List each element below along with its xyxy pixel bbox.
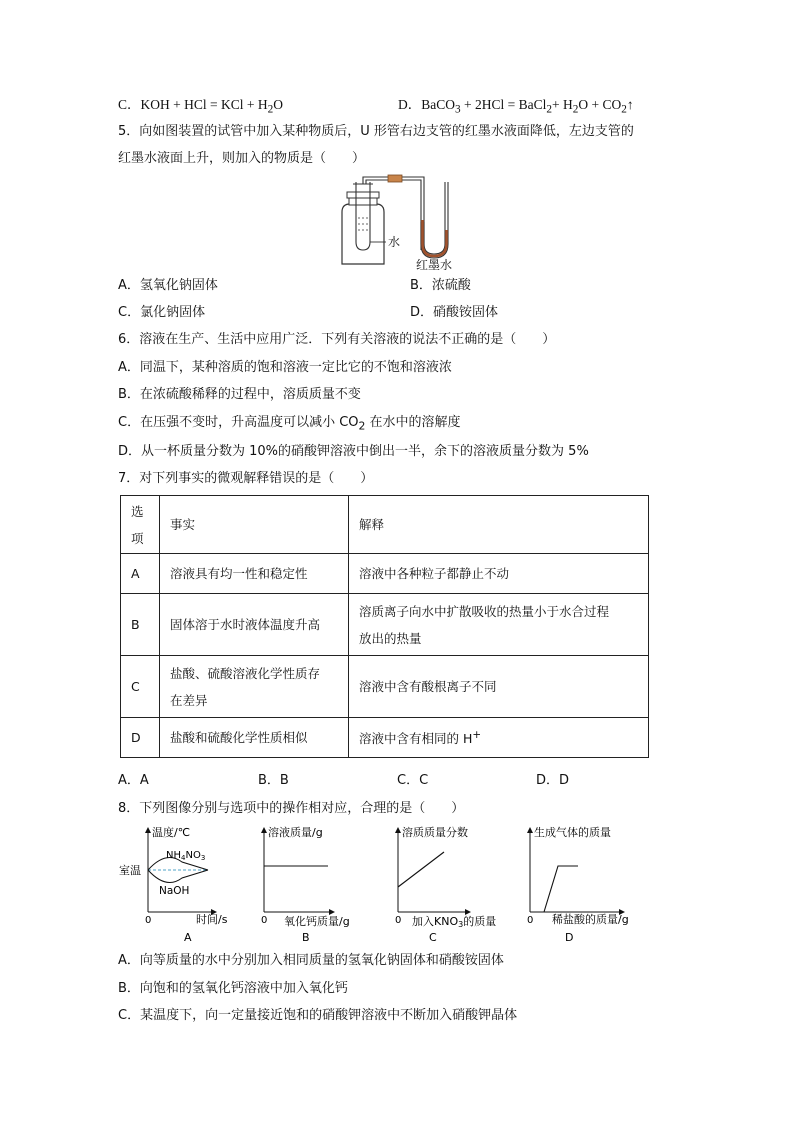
q7-stem: 7．对下列事实的微观解释错误的是（ ） [118,471,374,486]
q7-table [120,495,649,758]
q5-stem-line2: 红墨水液面上升，则加入的物质是（ ） [118,151,366,166]
q6-option-b: B．在浓硫酸稀释的过程中，溶质质量不变 [118,387,361,402]
row-explanation: 溶液中各种粒子都静止不动 [349,554,649,594]
q5-option-d: D．硝酸铵固体 [410,305,499,320]
q4-option-d: D．BaCO$_3$ + 2HCl = BaCl$_2$+ $H_2O$ + $CO_2↑$ [398,97,634,116]
q8-option-a: A．向等质量的水中分别加入相同质量的氢氧化钠固体和硝酸铵固体 [118,953,504,968]
graph-a-upper: $NH_4NO_3$ [166,850,206,862]
graph-c-xlabel: 加入KNO3的质量 [412,915,497,929]
graph-b-xlabel: 氧化钙质量/g [284,915,350,928]
graph-d-tag: D [565,931,574,944]
graph-a-lower: NaOH [159,885,190,897]
q6-option-d: D．从一杯质量分数为 10%的硝酸钾溶液中倒出一半，余下的溶液质量分数为 5% [118,444,589,459]
q8-option-c: C．某温度下，向一定量接近饱和的硝酸钾溶液中不断加入硝酸钾晶体 [118,1008,518,1023]
q5-option-a: A．氢氧化钠固体 [118,278,218,293]
q8-option-b: B．向饱和的氢氧化钙溶液中加入氧化钙 [118,981,348,996]
q7-option-c: C．C [397,773,429,788]
table-header-row [121,496,649,554]
header-explanation: 解释 [349,496,649,554]
row-explanation: 溶质离子向水中扩散吸收的热量小于水合过程 放出的热量 [349,594,649,656]
table-row [121,718,649,758]
graph-a-xlabel: 时间/s [196,913,228,926]
graph-a [119,825,228,944]
q6-option-c: C．在压强不变时，升高温度可以减小 $CO_2$ 在水中的溶解度 [118,415,461,433]
q5-stem-line1: 5．向如图装置的试管中加入某种物质后，U 形管右边支管的红墨水液面降低，左边支管的 [118,124,634,139]
q7-option-b: B．B [258,773,289,788]
header-fact: 事实 [160,496,349,554]
graph-b-tag: B [302,931,310,944]
row-fact: 溶液具有均一性和稳定性 [160,554,349,594]
q6-option-a: A．同温下，某种溶质的饱和溶液一定比它的不饱和溶液浓 [118,360,452,375]
row-option: D [121,718,160,758]
q8-graphs [116,822,646,947]
graph-a-ylabel: 温度/℃ [152,826,191,839]
q8-stem: 8．下列图像分别与选项中的操作相对应，合理的是（ ） [118,801,465,816]
q7-option-d: D．D [536,773,570,788]
graph-b [261,825,350,944]
row-fact: 固体溶于水时液体温度升高 [160,594,349,656]
graph-d-xlabel: 稀盐酸的质量/g [552,913,629,926]
row-fact: 盐酸和硫酸化学性质相似 [160,718,349,758]
header-option: 选 项 [121,496,160,554]
row-fact: 盐酸、硫酸溶液化学性质存 在差异 [160,656,349,718]
q6-stem: 6．溶液在生产、生活中应用广泛．下列有关溶液的说法不正确的是（ ） [118,332,556,347]
label-water: 水 [388,235,401,249]
graph-d-origin: 0 [527,915,534,926]
table-row [121,594,649,656]
graph-a-tag: A [184,931,192,944]
row-option: B [121,594,160,656]
graph-c-ylabel: 溶质质量分数 [402,826,468,839]
graph-c [395,825,496,944]
graph-b-origin: 0 [261,915,268,926]
row-explanation: 溶液中含有相同的 H+ [349,718,649,758]
label-red-ink: 红墨水 [416,258,453,272]
row-explanation: 溶液中含有酸根离子不同 [349,656,649,718]
row-option: C [121,656,160,718]
graph-d [527,825,629,944]
table-row [121,554,649,594]
graph-a-room: 室温 [119,864,141,877]
graph-c-tag: C [429,931,437,944]
table-row [121,656,649,718]
graph-b-ylabel: 溶液质量/g [268,826,323,839]
row-option: A [121,554,160,594]
graph-d-ylabel: 生成气体的质量 [534,826,611,839]
q7-option-a: A．A [118,773,149,788]
q5-option-b: B．浓硫酸 [410,278,471,293]
q4-option-c: C．KOH + HCl = KCl + $H_2O$ [118,97,283,116]
graph-a-origin: 0 [145,915,152,926]
graph-c-origin: 0 [395,915,402,926]
q5-option-c: C．氯化钠固体 [118,305,206,320]
